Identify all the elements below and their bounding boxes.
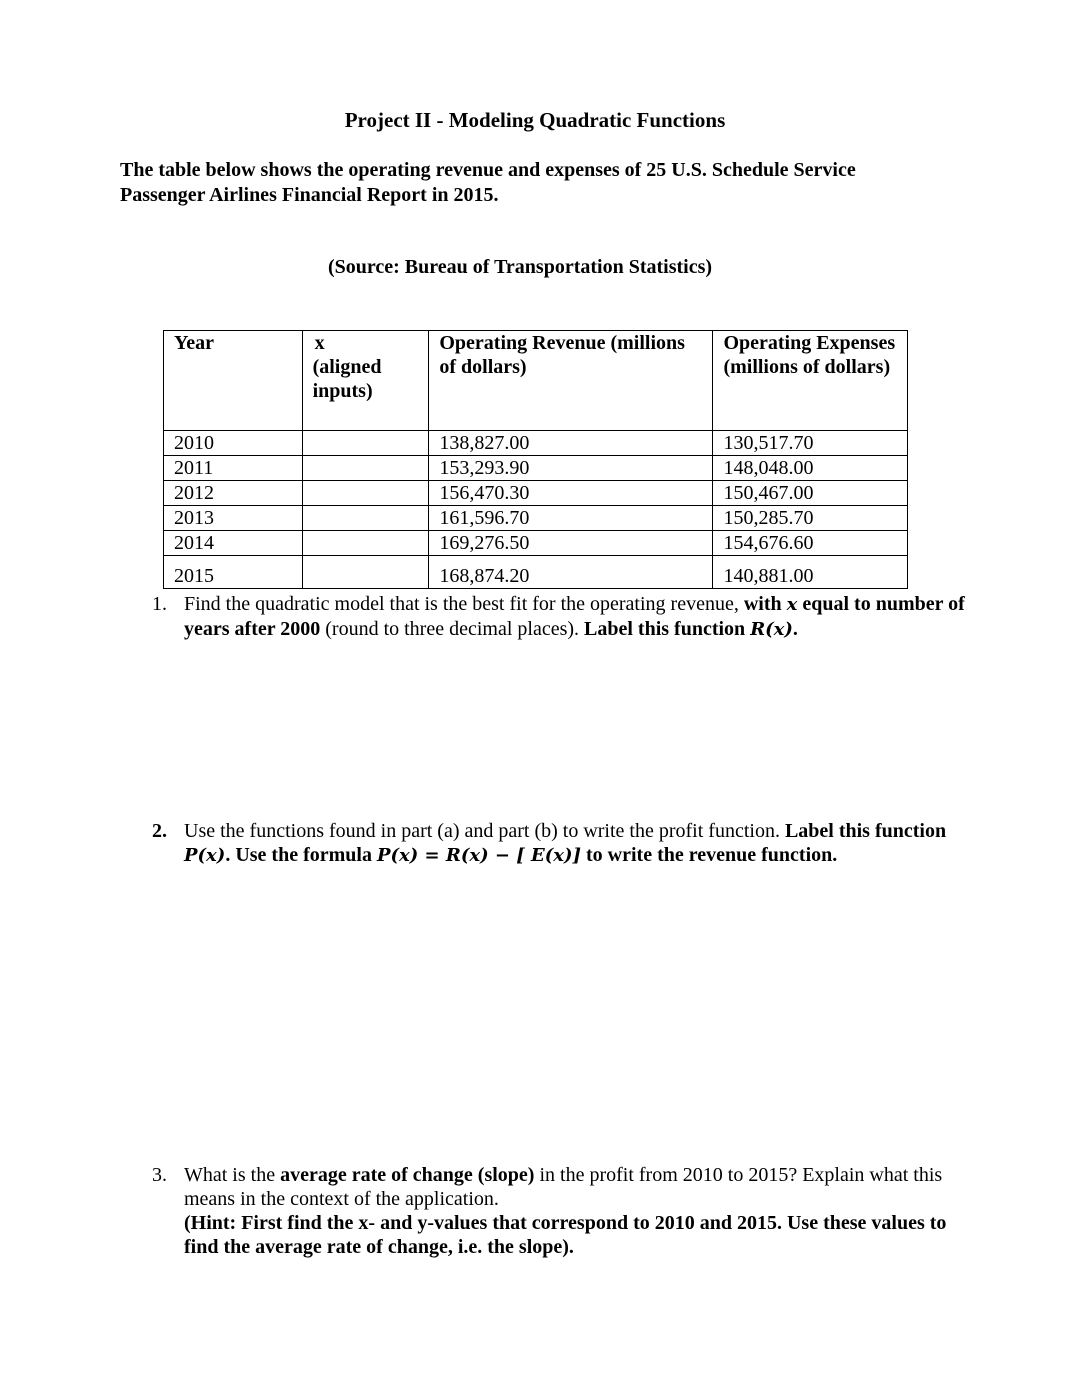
q1-text-2: (round to three decimal places).: [320, 618, 585, 640]
q3-hint: (Hint: First find the x- and y-values that correspond to 2010 and 2015. Use these values to find the average rate of change, i.e. the slope).: [184, 1212, 947, 1258]
cell-expenses: 148,048.00: [713, 456, 908, 481]
cell-year: 2015: [164, 556, 303, 589]
cell-revenue: 169,276.50: [429, 531, 713, 556]
cell-year: 2013: [164, 506, 303, 531]
airline-financial-table: [163, 330, 908, 589]
intro-paragraph: The table below shows the operating revenue and expenses of 25 U.S. Schedule Service Passenger Airlines Financial Report in 2015.: [120, 159, 856, 206]
header-x-note: (aligned inputs): [312, 356, 382, 402]
cell-expenses: 154,676.60: [713, 531, 908, 556]
cell-expenses: 130,517.70: [713, 431, 908, 456]
cell-x: [302, 531, 429, 556]
q3-text-2: in the profit from 2010 to 2015? Explain what this means in the context of the application.: [184, 1164, 943, 1210]
cell-year: 2012: [164, 481, 303, 506]
cell-year: 2011: [164, 456, 303, 481]
cell-x: [302, 506, 429, 531]
question-3: [152, 1163, 972, 1259]
question-1-text: [184, 592, 972, 642]
question-3-number: 3.: [152, 1164, 167, 1186]
table-row: [164, 506, 908, 531]
cell-expenses: 150,285.70: [713, 506, 908, 531]
page-title: Project II - Modeling Quadratic Functions: [344, 108, 726, 132]
question-1: [152, 592, 972, 642]
cell-year: 2010: [164, 431, 303, 456]
table-row: [164, 456, 908, 481]
q1-bold-2: equal to number of years after 2000: [184, 593, 965, 640]
question-2-text: [184, 819, 972, 868]
cell-revenue: 168,874.20: [429, 556, 713, 589]
cell-year: 2014: [164, 531, 303, 556]
question-2-number: 2.: [152, 820, 167, 842]
q1-bold-3: Label this function: [584, 618, 751, 640]
header-expenses: Operating Expenses (millions of dollars): [713, 331, 908, 431]
q1-math-rx: R(x): [750, 619, 793, 640]
table-row: [164, 481, 908, 506]
table-row: [164, 556, 908, 589]
cell-revenue: 156,470.30: [429, 481, 713, 506]
cell-revenue: 138,827.00: [429, 431, 713, 456]
cell-x: [302, 556, 429, 589]
header-revenue: Operating Revenue (millions of dollars): [429, 331, 713, 431]
question-1-number: 1.: [152, 593, 167, 615]
table-row: [164, 431, 908, 456]
q3-text-1: What is the: [184, 1164, 281, 1186]
cell-x: [302, 431, 429, 456]
q2-bold-3: to write the revenue function.: [581, 844, 838, 866]
question-3-text: [184, 1163, 972, 1259]
header-year: Year: [164, 331, 303, 431]
q2-bold-1: Label this function: [784, 820, 947, 842]
cell-expenses: 150,467.00: [713, 481, 908, 506]
q1-bold-1: with: [743, 593, 787, 615]
table-row: [164, 531, 908, 556]
table-header-row: [164, 331, 908, 431]
cell-x: [302, 456, 429, 481]
q2-text-1: Use the functions found in part (a) and part (b) to write the profit function.: [184, 820, 785, 842]
q1-text-1: Find the quadratic model that is the best fit for the operating revenue,: [184, 593, 744, 615]
cell-expenses: 140,881.00: [713, 556, 908, 589]
cell-revenue: 161,596.70: [429, 506, 713, 531]
cell-revenue: 153,293.90: [429, 456, 713, 481]
cell-x: [302, 481, 429, 506]
q1-bold-4: .: [792, 618, 798, 640]
q2-math-px: P(x): [184, 845, 226, 866]
source-citation: (Source: Bureau of Transportation Statistics): [327, 256, 713, 278]
question-2: [152, 819, 972, 868]
header-x: [302, 331, 429, 431]
header-x-label: x: [314, 332, 325, 354]
q2-math-formula: P(x) = R(x) − [ E(x)]: [376, 845, 581, 866]
q1-math-x: x: [786, 594, 798, 615]
q2-bold-2: . Use the formula: [225, 844, 377, 866]
q3-bold-1: average rate of change (slope): [280, 1164, 535, 1186]
